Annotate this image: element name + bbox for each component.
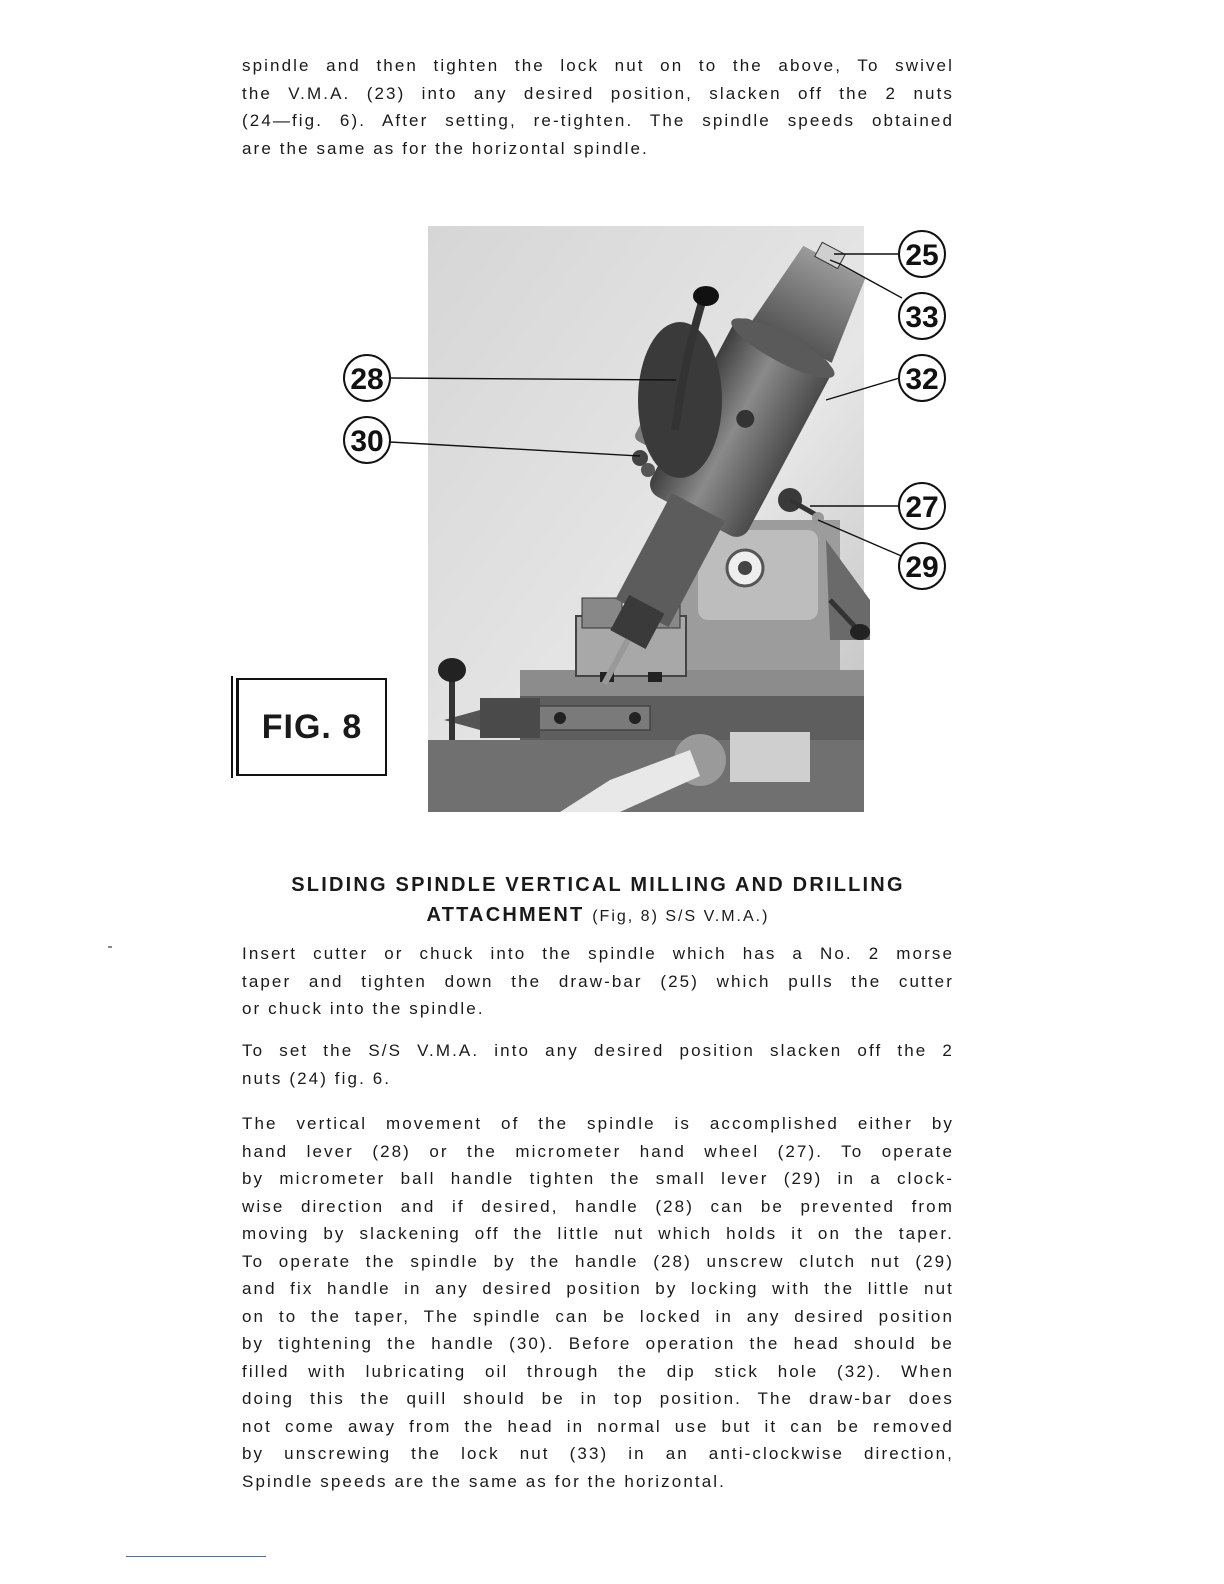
- text-line: the V.M.A. (23) into any desired position, slacken off the 2 nuts: [242, 83, 954, 103]
- callout-25: [899, 231, 945, 277]
- callout-27: [899, 483, 945, 529]
- callout-28-label: 28: [350, 363, 384, 396]
- text-line: To operate the spindle by the handle (28) unscrew clutch nut (29): [242, 1251, 954, 1271]
- text-line: are the same as for the horizontal spindle.: [242, 138, 649, 158]
- text-line: hand lever (28) or the micrometer hand wheel (27). To operate: [242, 1141, 954, 1161]
- callout-25-label: 25: [905, 239, 939, 272]
- footer-rule: [126, 1556, 266, 1557]
- figure-label: FIG. 8: [261, 707, 363, 746]
- heading-line-2: [242, 900, 954, 932]
- text-line: spindle and then tighten the lock nut on to the above, To swivel: [242, 56, 954, 75]
- top-paragraph: [242, 52, 954, 162]
- callout-29-label: 29: [905, 551, 939, 584]
- heading-figure-ref: (Fig, 8) S/S V.M.A.): [592, 908, 770, 925]
- text-line: and fix handle in any desired position by locking with the little nut: [242, 1279, 954, 1298]
- callout-32-label: 32: [905, 363, 939, 396]
- text-line: Spindle speeds are the same as for the horizontal.: [242, 1471, 726, 1491]
- text-line: moving by slackening off the little nut which holds it on the taper.: [242, 1224, 954, 1243]
- paragraph-vertical-movement: [242, 1110, 954, 1495]
- paragraph-set-position: [242, 1037, 954, 1092]
- callout-28: [344, 355, 390, 401]
- callout-33-label: 33: [905, 301, 939, 334]
- scan-mark: [108, 946, 112, 948]
- text-line: wise direction and if desired, handle (28) can be prevented from: [242, 1196, 954, 1216]
- callout-33: [899, 293, 945, 339]
- paragraph-insert-cutter: [242, 940, 954, 1023]
- text-line: (24—fig. 6). After setting, re-tighten. The spindle speeds obtained: [242, 111, 954, 130]
- text-line: nuts (24) fig. 6.: [242, 1068, 392, 1088]
- callout-30: [344, 417, 390, 463]
- text-line: on to the taper, The spindle can be locked in any desired position: [242, 1306, 954, 1326]
- figure-label-box: [236, 678, 387, 776]
- section-heading: [242, 870, 954, 932]
- callout-30-label: 30: [350, 425, 384, 458]
- text-line: doing this the quill should be in top position. The draw-bar does: [242, 1389, 954, 1408]
- text-line: filled with lubricating oil through the dip stick hole (32). When: [242, 1361, 954, 1381]
- heading-main: ATTACHMENT: [426, 904, 585, 926]
- callout-32: [899, 355, 945, 401]
- text-line: taper and tighten down the draw-bar (25) which pulls the cutter: [242, 971, 954, 991]
- callout-29: [899, 543, 945, 589]
- text-line: To set the S/S V.M.A. into any desired position slacken off the 2: [242, 1041, 954, 1060]
- callout-27-label: 27: [905, 491, 939, 524]
- text-line: The vertical movement of the spindle is accomplished either by: [242, 1114, 954, 1133]
- heading-line-1: SLIDING SPINDLE VERTICAL MILLING AND DRILLING: [291, 874, 905, 896]
- text-line: Insert cutter or chuck into the spindle which has a No. 2 morse: [242, 944, 954, 963]
- text-line: by tightening the handle (30). Before operation the head should be: [242, 1334, 954, 1353]
- text-line: or chuck into the spindle.: [242, 999, 485, 1018]
- text-line: not come away from the head in normal use but it can be removed: [242, 1416, 954, 1436]
- text-line: by micrometer ball handle tighten the small lever (29) in a clock-: [242, 1169, 954, 1188]
- text-line: by unscrewing the lock nut (33) in an anti-clockwise direction,: [242, 1444, 954, 1463]
